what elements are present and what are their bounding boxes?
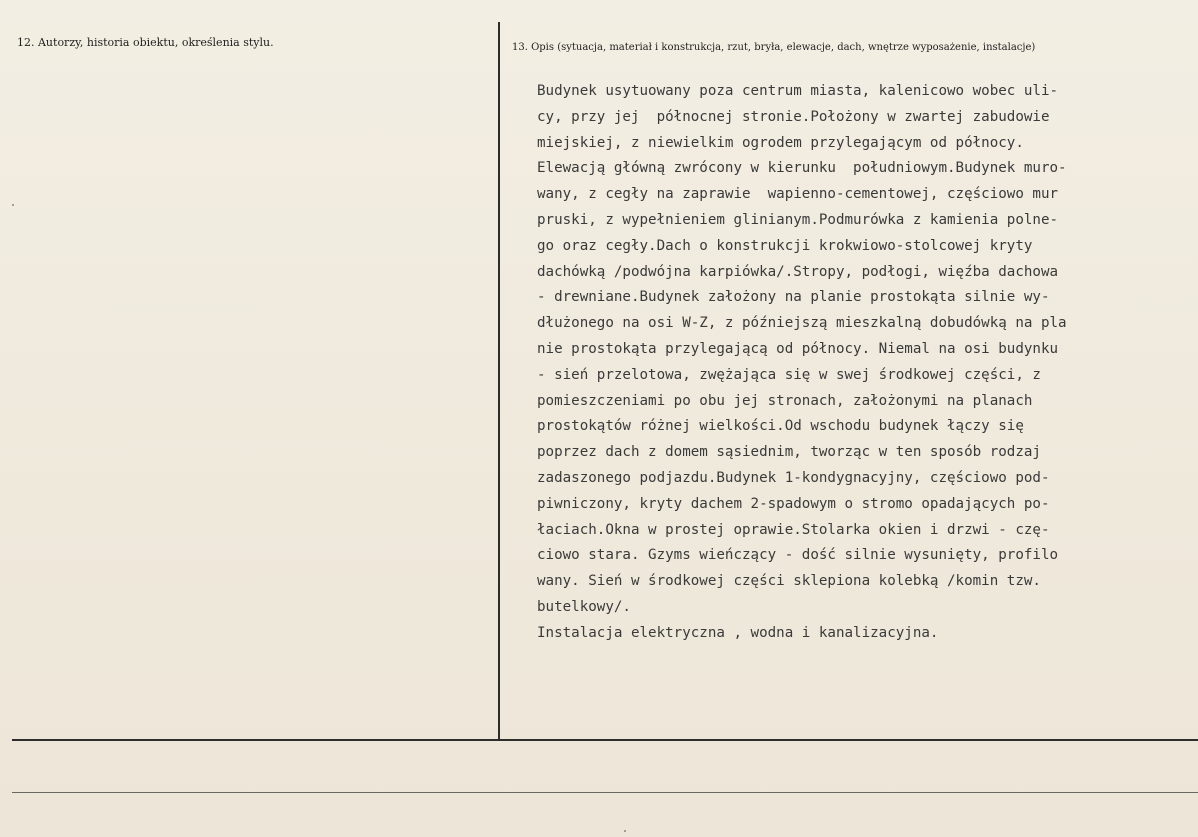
description-line: prostokątów różnej wielkości.Od wschodu budynek łączy się — [537, 418, 1024, 435]
description-line: zadaszonego podjazdu.Budynek 1-kondygnacyjny, częściowo pod- — [537, 469, 1050, 486]
description-line: dłużonego na osi W-Z, z późniejszą mieszkalną dobudówką na pla — [537, 315, 1067, 332]
description-line: dachówką /podwójna karpiówka/.Stropy, podłogi, więźba dachowa — [537, 263, 1059, 280]
description-line: poprzez dach z domem sąsiednim, tworząc w ten sposób rodzaj — [537, 444, 1041, 461]
description-line: - sień przelotowa, zwężająca się w swej środkowej części, z — [537, 366, 1041, 383]
description-line: - drewniane.Budynek założony na planie prostokąta silnie wy- — [537, 289, 1050, 306]
description-line: Elewacją główną zwrócony w kierunku południowym.Budynek muro- — [537, 160, 1067, 177]
paper-speck — [624, 830, 626, 832]
description-line: Budynek usytuowany poza centrum miasta, kalenicowo wobec uli- — [537, 83, 1059, 99]
description-line: go oraz cegły.Dach o konstrukcji krokwiowo-stolcowej kryty — [537, 237, 1033, 254]
description-line: łaciach.Okna w prostej oprawie.Stolarka okien i drzwi - czę- — [537, 521, 1050, 538]
description-line: cy, przy jej północnej stronie.Położony w zwartej zabudowie — [537, 108, 1050, 125]
description-line: wany, z cegły na zaprawie wapienno-cementowej, częściowo mur — [537, 186, 1059, 203]
description-line: pruski, z wypełnieniem glinianym.Podmurówka z kamienia polne- — [537, 211, 1059, 228]
description-line: wany. Sień w środkowej części sklepiona kolebką /komin tzw. — [537, 573, 1041, 590]
description-line: butelkowy/. — [537, 598, 631, 615]
description-line: nie prostokąta przylegającą od północy. Niemal na osi budynku — [537, 340, 1059, 357]
description-line: ciowo stara. Gzyms wieńczący - dość silnie wysunięty, profilo — [537, 547, 1059, 564]
description-line: Instalacja elektryczna , wodna i kanalizacyjna. — [537, 624, 939, 641]
section-divider — [12, 739, 1198, 741]
lower-divider — [12, 792, 1198, 793]
field-13-label: 13. Opis (sytuacja, materiał i konstrukcja, rzut, bryła, elewacje, dach, wnętrze wyposażenie, instalacje) — [512, 42, 1036, 53]
description-line: pomieszczeniami po obu jej stronach, założonymi na planach — [537, 392, 1033, 409]
column-divider — [498, 22, 500, 740]
description-line: miejskiej, z niewielkim ogrodem przylegającym od północy. — [537, 134, 1024, 151]
description-text-block — [537, 79, 1187, 647]
paper-speck — [12, 204, 14, 206]
description-line: piwniczony, kryty dachem 2-spadowym o stromo opadających po- — [537, 495, 1050, 512]
field-12-label: 12. Autorzy, historia obiektu, określenia stylu. — [17, 36, 274, 49]
